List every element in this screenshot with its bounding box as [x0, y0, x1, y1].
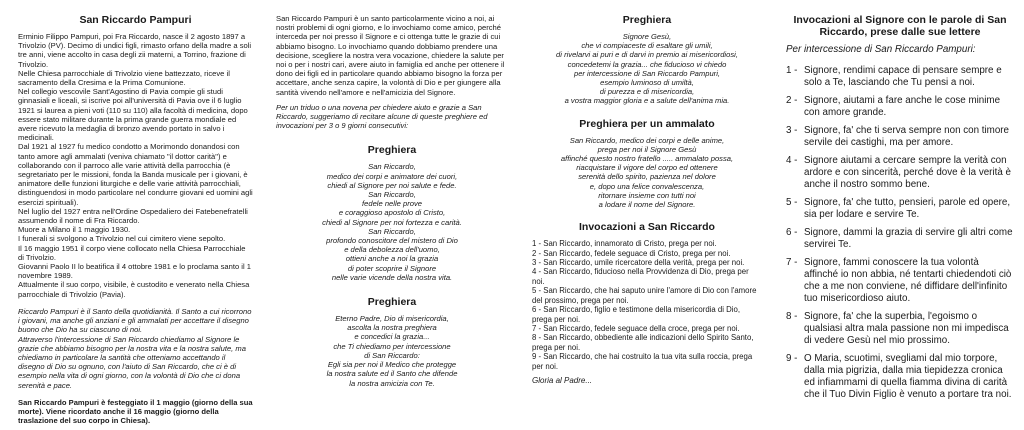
sick-prayer-title: Preghiera per un ammalato	[579, 117, 715, 130]
lord-invocation-item: 3 - Signore, fa' che ti serva sempre non con timore servile dei castighi, ma per amore.	[786, 125, 1009, 148]
lord-invocation-item: 4 - Signore aiutami a cercare sempre la verità con ardore e con sincerità, perché dove è la verità è anche il nostro sommo bene.	[786, 155, 1011, 190]
column-biography	[18, 14, 253, 425]
prayer-line: chiedi al Signore per noi fortezza e carità.	[322, 217, 462, 227]
invocation-item: 9 - San Riccardo, che hai costruito la tua vita sulla roccia, prega per noi.	[532, 352, 753, 371]
bio-paragraph: Il 16 maggio 1951 il corpo viene collocato nella Chiesa Parrocchiale di Trivolzio.	[18, 243, 246, 262]
prayer-line: nelle varie vicende della nostra vita.	[331, 272, 453, 282]
bio-paragraph: Muore a Milano il 1 maggio 1930.	[18, 225, 131, 235]
prayer-line: chiedi al Signore per noi salute e fede.	[327, 180, 457, 190]
lord-invocations-list	[786, 65, 1014, 401]
prayer-line: affinché questo nostro fratello ..... ammalato possa,	[560, 154, 734, 164]
prayer-line: fedele nelle prove	[362, 199, 422, 209]
reflection-paragraph: Riccardo Pampuri è il Santo della quotidianità. Il Santo a cui ricorrono i giovani, ma anche gli anziani e gli ammalati per accettare il disegno buono che Dio ha su ciascuno di noi.	[18, 306, 252, 335]
prayer-line: serenità dello spirito, pazienza nel dolore	[578, 172, 716, 182]
prayer-1-title: Preghiera	[367, 144, 417, 157]
prayer-line: e coraggioso apostolo di Cristo,	[338, 208, 446, 218]
prayer-line: di purezza e di misericordia,	[599, 87, 695, 97]
biography-title: San Riccardo Pampuri	[79, 14, 192, 26]
prayer-line: per intercessione di San Riccardo Pampuri,	[573, 68, 721, 78]
prayer-3-text	[532, 32, 762, 106]
prayer-line: di poter scoprire il Signore	[347, 263, 437, 273]
invocation-item: 4 - San Riccardo, fiducioso nella Provvidenza di Dio, prega per noi.	[532, 267, 749, 286]
prayer-line: e concedici la grazia...	[354, 332, 430, 342]
prayer-line: a lodare il nome del Signore.	[598, 200, 696, 210]
prayer-line: esempio luminoso di umiltà,	[600, 78, 694, 88]
gloria-line: Gloria al Padre...	[532, 375, 593, 385]
novena-note: Per un triduo o una novena per chiedere aiuto e grazie a San Riccardo, suggeriamo di recitare alcune di queste preghiere ed invocazioni per 3 o 9 giorni consecutivi:	[276, 102, 488, 131]
prayer-2-title: Preghiera	[367, 296, 417, 309]
bio-paragraph: Erminio Filippo Pampuri, poi Fra Riccardo, nasce il 2 agosto 1897 a Trivolzio (PV). Decimo di undici figli, rimasto orfano della madre a soli tre anni, viene accolto in casa degli zii materni, a Torrino, frazione di Trivolzio.	[18, 32, 252, 69]
prayer-line: prega per noi il Signore Gesù	[597, 144, 697, 154]
lord-invocation-item: 8 - Signore, fa' che la superbia, l'egoismo o qualsiasi altra mala passione non mi impedisca di vedere Gesù nel mio prossimo.	[786, 311, 1009, 346]
invocation-item: 2 - San Riccardo, fedele seguace di Cristo, prega per noi.	[532, 248, 731, 258]
prayer-line: medico dei corpi e animatore dei cuori,	[326, 171, 458, 181]
prayer-line: concedetemi la grazia... che fiducioso vi chiedo	[567, 59, 727, 69]
prayer-line: San Riccardo,	[368, 190, 416, 200]
lord-invocations-title: Invocazioni al Signore con le parole di San Riccardo, prese dalle sue lettere	[793, 14, 1007, 38]
prayer-line: che vi compiaceste di esaltare gli umili,	[581, 41, 713, 51]
column-intro	[276, 14, 508, 388]
prayer-line: riacquistare il vigore del corpo ed ottenere	[576, 163, 718, 173]
bio-paragraph: Nel collegio vescovile Sant'Agostino di Pavia compie gli studi ginnasiali e liceali, si iscrive poi all'università di Pavia ove il 6 luglio 1921 si laurea a pieni voti (110 su 110) alla facoltà di medicina, dopo essere stato militare durante la prima grande guerra mondiale ed avere ricevuto la medaglia di bronzo avendo portato in salvo i medicinali.	[18, 87, 248, 143]
lord-invocation-item: 9 - O Maria, scuotimi, svegliami dal mio torpore, dalla mia pigrizia, dalla mia tiepidezza cronica ed infiammami di quella fiamma divina di carità che il Tuo Divin Figlio è venuto a portare tra noi.	[786, 353, 1012, 400]
bio-paragraph: Dal 1921 al 1927 fu medico condotto a Morimondo donandosi con tanto amore agli ammalati (veniva chiamato "il dottor carità") e collaborando con il parroco alle varie attività della parrocchia (è segretariato per le missioni, fonda la Banda musicale per i giovani, è animatore delle funzioni liturgiche e delle varie attività parrocchiali, distinguendosi in modo particolare nel condurre giovani ed uomini agli esercizi spirituali).	[18, 142, 253, 207]
invocation-item: 1 - San Riccardo, innamorato di Cristo, prega per noi.	[532, 239, 717, 249]
prayer-line: Signore Gesù,	[622, 32, 672, 41]
prayer-line: di San Riccardo:	[364, 350, 420, 360]
column-prayers	[532, 14, 762, 385]
prayer-2-text	[276, 314, 508, 388]
prayer-line: ottieni anche a noi la grazia	[345, 254, 439, 264]
prayer-line: ritornare insieme con tutti noi	[598, 190, 696, 200]
invocation-item: 7 - San Riccardo, fedele seguace della croce, prega per noi.	[532, 323, 740, 333]
prayer-line: Eterno Padre, Dio di misericordia,	[335, 314, 449, 324]
prayer-line: Egli sia per noi il Medico che protegge	[327, 360, 457, 370]
lord-invocations-subtitle: Per intercessione di San Riccardo Pampuri:	[786, 44, 976, 55]
prayer-1-text	[276, 162, 508, 282]
invocation-item: 5 - San Riccardo, che hai saputo unire l'amore di Dio con l'amore del prossimo, prega per noi.	[532, 286, 757, 305]
lord-invocation-item: 1 - Signore, rendimi capace di pensare sempre e solo a Te, lasciando che Tu pensi a noi.	[786, 65, 1002, 88]
prayer-line: la nostra amicizia con Te.	[349, 378, 435, 388]
bio-paragraph: Nelle Chiesa parrocchiale di Trivolzio viene battezzato, riceve il sacramento della Cresima e la Prima Comunione.	[18, 68, 230, 88]
prayer-line: e della debolezza dell'uomo,	[344, 245, 440, 255]
reflection-paragraph: Attraverso l'intercessione di San Riccardo chiediamo al Signore le grazie che abbiamo bisogno per la nostra vita e la nostra salute, ma chiediamo in particolare la santità che otteniamo accettando il disegno di Dio su ognuno, con l'aiuto di San Riccardo, che ci è di esempio nella vita di ogni giorno, con la volontà di Dio che ci dona serenità e pace.	[18, 334, 246, 390]
prayer-line: profondo conoscitore del mistero di Dio	[326, 236, 458, 246]
prayer-3-title: Preghiera	[622, 14, 672, 26]
prayer-line: e, dopo una felice convalescenza,	[589, 181, 705, 191]
prayer-line: che Ti chiediamo per intercessione	[333, 341, 451, 351]
biography-text	[18, 32, 253, 299]
lord-invocation-item: 6 - Signore, dammi la grazia di servire gli altri come servirei Te.	[786, 227, 1013, 250]
column-lord-invocations	[786, 14, 1014, 407]
prayer-line: San Riccardo,	[368, 226, 416, 236]
intro-text: San Riccardo Pampuri è un santo particolarmente vicino a noi, ai nostri problemi di ogni giorno, e lo invochiamo come amico, perché interceda per noi presso il Signore e ci ottenga tutte le grazie di cui abbiamo bisogno. Lo invochiamo quando dobbiamo prendere una decisione, scegliere la nostra vera vocazione, chiedere la salute per noi o per i nostri cari, avere aiuto in famiglia ed anche per ottenere il dono dei figli ed in particolare quando abbiamo bisogno la forza per accettare, anche senza capire, la volontà di Dio e per giungere alla santità vivendo nell'amore e nell'amicizia del Signore.	[276, 14, 505, 97]
invocation-item: 3 - San Riccardo, umile ricercatore della verità, prega per noi.	[532, 258, 745, 268]
prayer-line: la nostra salute ed il Santo che difende	[326, 369, 458, 379]
bio-paragraph: Attualmente il suo corpo, visibile, è custodito e venerato nella Chiesa parrocchiale di Trivolzio (Pavia).	[18, 280, 250, 299]
invocation-item: 8 - San Riccardo, obbediente alle indicazioni dello Spirito Santo, prega per noi.	[532, 333, 754, 352]
prayer-line: di rivelarvi ai puri e di darvi in premio ai misericordiosi,	[556, 50, 738, 60]
lord-invocation-item: 7 - Signore, fammi conoscere la tua volontà affinché io non abbia, né tentarti chiedendoti ciò che a me non conviene, né diffidare dell'infinito tuo misericordioso aiuto.	[786, 257, 1012, 304]
prayer-line: ascolta la nostra preghiera	[347, 323, 437, 333]
lord-invocation-item: 5 - Signore, fa' che tutto, pensieri, parole ed opere, sia per lodare e servire Te.	[786, 197, 1011, 220]
prayer-line: San Riccardo,	[368, 162, 416, 172]
feast-day-note: San Riccardo Pampuri è festeggiato il 1 maggio (giorno della sua morte). Viene ricordato anche il 16 maggio (giorno della traslazione del suo corpo in Chiesa).	[18, 397, 253, 426]
bio-paragraph: Nel luglio del 1927 entra nell'Ordine Ospedaliero dei Fatebenefratelli assumendo il nome di Fra Riccardo.	[18, 206, 248, 226]
prayer-line: San Riccardo, medico dei corpi e delle anime,	[569, 135, 725, 145]
invocations-title: Invocazioni a San Riccardo	[579, 221, 715, 234]
bio-paragraph: I funerali si svolgono a Trivolzio nel cui cimitero viene sepolto.	[18, 234, 226, 244]
prayer-line: a vostra maggior gloria e a salute dell'anima mia.	[564, 96, 730, 106]
invocations-list	[532, 239, 762, 371]
lord-invocation-item: 2 - Signore, aiutami a fare anche le cose minime con amore grande.	[786, 95, 1001, 118]
sick-prayer-text	[532, 136, 762, 210]
invocation-item: 6 - San Riccardo, figlio e testimone della misericordia di Dio, prega per noi.	[532, 305, 741, 324]
bio-paragraph: Giovanni Paolo II lo beatifica il 4 ottobre 1981 e lo proclama santo il 1 novembre 1989.	[18, 262, 252, 281]
biography-reflection	[18, 307, 253, 390]
